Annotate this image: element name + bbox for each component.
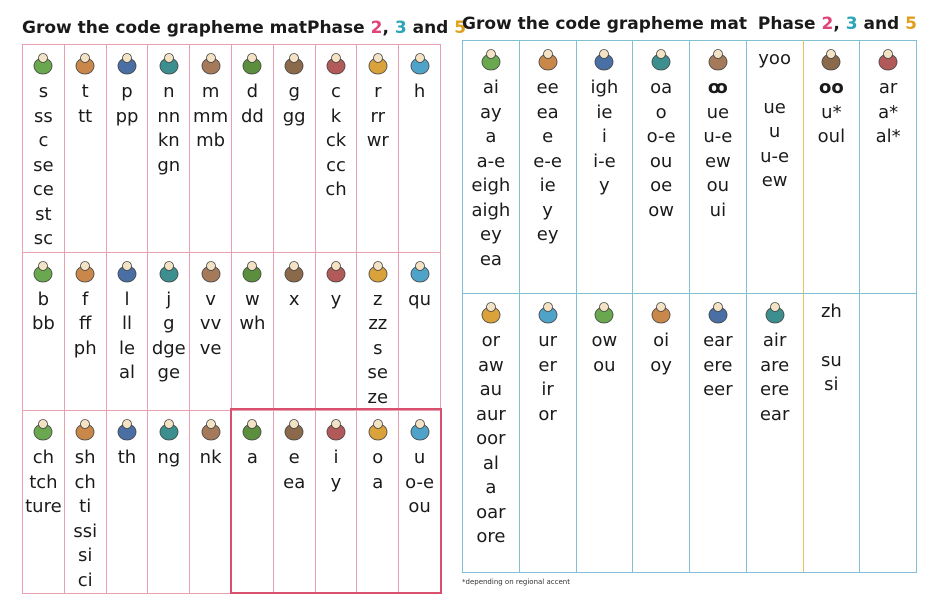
grapheme-cell — [633, 294, 690, 573]
grapheme-cell — [690, 41, 747, 294]
grapheme: i — [333, 447, 339, 468]
grapheme-cell — [860, 41, 917, 294]
grapheme-cell — [463, 41, 520, 294]
grapheme: ea — [283, 471, 306, 493]
grapheme: aur — [475, 403, 506, 425]
grapheme: ir — [541, 379, 554, 400]
lizard-icon — [323, 417, 349, 443]
grapheme: d — [246, 81, 259, 102]
zebra-icon — [365, 259, 391, 285]
moon-icon — [705, 47, 731, 73]
grapheme: a — [246, 447, 258, 468]
grapheme: kn — [157, 130, 180, 151]
grapheme: gn — [157, 154, 181, 176]
alien-ear-icon — [705, 300, 731, 326]
right-mat — [462, 14, 917, 573]
grapheme: ai — [482, 77, 499, 98]
grapheme: s — [373, 337, 383, 359]
grapheme: k — [330, 105, 342, 127]
grapheme-heading: zh — [820, 301, 842, 322]
grapheme-cell — [746, 41, 803, 294]
grapheme: ur — [538, 330, 558, 351]
right-phase-label: Phase 2, 3 and 5 — [757, 14, 917, 34]
grapheme: u — [413, 447, 426, 468]
grapheme-cell — [860, 294, 917, 573]
grapheme-cell — [690, 294, 747, 573]
unicorn-icon — [478, 300, 504, 326]
grapheme-cell — [106, 45, 148, 253]
grapheme: ere — [703, 354, 733, 376]
grapheme: st — [35, 203, 52, 225]
grapheme-cell — [519, 294, 576, 573]
grapheme-cell — [64, 411, 106, 594]
grapheme-cell — [803, 41, 860, 294]
grapheme: i — [601, 126, 607, 147]
grapheme: l — [124, 288, 130, 310]
grapheme: ck — [325, 130, 347, 151]
grapheme: h — [413, 81, 426, 102]
grapheme: e — [542, 126, 554, 147]
ring-icon — [156, 417, 182, 443]
balloon-icon — [762, 300, 788, 326]
grapheme: ay — [480, 101, 502, 123]
grapheme: ce — [32, 179, 54, 200]
umbrella-icon — [407, 417, 433, 443]
grapheme: a — [372, 471, 384, 493]
grapheme: u-e — [703, 126, 733, 147]
astronaut-icon — [239, 417, 265, 443]
snake-icon — [30, 51, 56, 77]
grapheme: ere — [760, 379, 790, 400]
grapheme: ue — [763, 96, 786, 118]
grapheme-cell — [315, 411, 357, 594]
grapheme: dge — [151, 337, 186, 359]
grapheme: su — [820, 349, 842, 371]
x-box-icon — [281, 259, 307, 285]
grapheme: mm — [193, 105, 229, 127]
grapheme: ear — [759, 403, 790, 425]
grapheme-cell — [190, 45, 232, 253]
grapheme: oa — [650, 77, 673, 98]
thumbs-up-icon — [114, 417, 140, 443]
left-grapheme-grid — [22, 44, 441, 594]
grapheme-cell — [23, 45, 65, 253]
grapheme: ea — [479, 248, 502, 270]
rainbow-icon — [365, 51, 391, 77]
grapheme: are — [760, 354, 790, 376]
grapheme: ar — [878, 77, 898, 98]
grapheme: air — [762, 330, 787, 351]
grapheme: b — [37, 288, 50, 310]
grapheme: ze — [367, 386, 389, 408]
grapheme: si — [78, 545, 93, 566]
grapheme-cell — [64, 45, 106, 253]
lollipop-icon — [114, 259, 140, 285]
grapheme-heading: yoo — [758, 48, 791, 69]
grapheme: zz — [368, 313, 388, 334]
grapheme-cell — [64, 252, 106, 411]
grapheme: bb — [31, 313, 55, 334]
grapheme: au — [479, 379, 503, 400]
grapheme: g — [288, 81, 300, 102]
grapheme-heading: ꝏ — [707, 77, 728, 98]
grapheme: y — [330, 288, 342, 310]
grapheme: ssi — [73, 520, 98, 542]
grapheme-cell — [357, 411, 399, 594]
grapheme: ou — [706, 175, 730, 196]
grapheme: u — [768, 121, 781, 142]
grapheme-cell — [803, 294, 860, 573]
grapheme-cell — [399, 45, 441, 253]
grapheme: a* — [878, 101, 899, 123]
grapheme: wh — [239, 313, 266, 334]
grapheme: w — [245, 288, 260, 310]
grapheme: n — [163, 81, 175, 102]
grapheme: ow — [648, 199, 674, 221]
left-phase-label: Phase 2, 3 and 5 — [307, 18, 467, 38]
grapheme: eer — [703, 379, 733, 400]
grapheme-cell — [273, 411, 315, 594]
grapheme: se — [367, 362, 388, 383]
grapheme: wr — [366, 130, 389, 151]
grapheme: r — [374, 81, 382, 102]
left-header — [22, 18, 467, 44]
grapheme: eigh — [471, 175, 511, 196]
grapheme: z — [373, 288, 383, 310]
jeep-icon — [535, 47, 561, 73]
shell-icon — [72, 417, 98, 443]
yoyo-icon — [323, 259, 349, 285]
grapheme-cell — [231, 411, 273, 594]
octopus-icon — [365, 417, 391, 443]
grapheme: ph — [73, 337, 97, 359]
grapheme-cell — [148, 45, 190, 253]
grapheme: ow — [591, 330, 618, 351]
grapheme: c — [331, 81, 341, 102]
grapheme: e-e — [533, 150, 562, 172]
goat-boat-icon — [648, 47, 674, 73]
mouse-icon — [198, 51, 224, 77]
grapheme: ci — [77, 569, 93, 591]
grapheme: oe — [650, 175, 673, 196]
net-icon — [156, 51, 182, 77]
grapheme: igh — [590, 77, 619, 98]
grapheme: s — [38, 81, 49, 102]
grapheme: al — [482, 452, 499, 474]
grapheme: oy — [650, 354, 672, 376]
night-star-icon — [875, 47, 901, 73]
grapheme: vv — [199, 313, 222, 334]
grapheme: ew — [704, 150, 731, 172]
grapheme: ey — [480, 224, 502, 245]
grapheme: a — [485, 126, 497, 147]
grapheme: m — [201, 81, 220, 102]
left-title: Grow the code grapheme mat — [22, 18, 307, 38]
grapheme-cell — [273, 252, 315, 411]
grapheme: ve — [199, 337, 222, 359]
grapheme: sc — [33, 228, 54, 249]
grapheme: al* — [875, 126, 901, 147]
helicopter-icon — [407, 51, 433, 77]
grapheme: ch — [74, 471, 96, 493]
grapheme-cell — [190, 411, 232, 594]
grapheme: y — [599, 175, 610, 196]
grapheme: y — [330, 471, 342, 493]
grapheme-cell — [399, 252, 441, 411]
waves-icon — [239, 259, 265, 285]
tiger-icon — [72, 51, 98, 77]
grapheme: le — [118, 337, 136, 359]
right-title: Grow the code grapheme mat — [462, 14, 747, 34]
grapheme: or — [481, 330, 501, 351]
grapheme: or — [538, 403, 557, 425]
grapheme: a — [485, 477, 497, 498]
grapheme: ou — [593, 354, 616, 376]
grapheme: ng — [157, 447, 181, 468]
cherries-icon — [30, 417, 56, 443]
grapheme: ore — [476, 526, 506, 547]
grapheme: oar — [476, 501, 506, 523]
grapheme-cell — [357, 45, 399, 253]
grapheme: tch — [29, 471, 58, 493]
grapheme: sh — [74, 447, 96, 468]
footnote: *depending on regional accent — [462, 578, 570, 586]
grapheme-cell — [231, 252, 273, 411]
grapheme: u-e — [760, 145, 790, 167]
skunk-icon — [198, 417, 224, 443]
queen-icon — [407, 259, 433, 285]
grapheme: i-e — [593, 150, 616, 172]
grapheme: f — [82, 288, 89, 310]
goat-icon — [281, 51, 307, 77]
grapheme-cell — [231, 45, 273, 253]
grapheme: ie — [596, 101, 613, 123]
grapheme: ew — [761, 170, 788, 191]
grapheme-cell — [357, 252, 399, 411]
grapheme: ee — [536, 77, 559, 98]
coins-tree-icon — [648, 300, 674, 326]
grapheme-cell — [633, 41, 690, 294]
grapheme: o-e — [646, 126, 676, 147]
grapheme-cell — [576, 294, 633, 573]
grapheme-cell — [463, 294, 520, 573]
grapheme: oul — [817, 126, 846, 147]
grapheme: aigh — [471, 199, 511, 221]
lighthouse-icon — [591, 47, 617, 73]
grapheme-cell — [519, 41, 576, 294]
grapheme: y — [542, 199, 553, 221]
grapheme: ear — [703, 330, 733, 351]
grapheme-cell — [315, 45, 357, 253]
grapheme: ui — [709, 199, 727, 221]
grapheme-cell — [746, 294, 803, 573]
left-mat — [22, 18, 467, 594]
grapheme: v — [205, 288, 216, 310]
right-header — [462, 14, 917, 40]
grapheme: qu — [408, 288, 431, 310]
grapheme: si — [824, 374, 839, 395]
grapheme-cell — [190, 252, 232, 411]
grapheme: ge — [157, 362, 181, 383]
grapheme: ou — [408, 496, 431, 517]
caterpillar-icon — [323, 51, 349, 77]
grapheme: e — [288, 447, 300, 468]
owl-icon — [591, 300, 617, 326]
grapheme: se — [33, 154, 54, 176]
volcano-icon — [198, 259, 224, 285]
grapheme-cell — [148, 252, 190, 411]
grapheme: c — [38, 130, 49, 151]
grapheme-cell — [273, 45, 315, 253]
right-grapheme-grid — [462, 40, 917, 573]
grapheme: oo — [819, 77, 844, 98]
elephant-icon — [281, 417, 307, 443]
grapheme: ea — [536, 101, 559, 123]
grapheme: x — [288, 288, 300, 310]
grapheme: a-e — [476, 150, 506, 172]
grapheme-cell — [106, 252, 148, 411]
grapheme: oi — [653, 330, 670, 351]
grapheme: ey — [536, 224, 559, 245]
grapheme: ou — [649, 150, 673, 172]
grapheme: g — [163, 313, 175, 334]
grapheme: ll — [121, 313, 132, 334]
duck-icon — [239, 51, 265, 77]
grapheme: al — [118, 362, 135, 383]
rain-tree-icon — [478, 47, 504, 73]
grapheme: ture — [25, 496, 62, 517]
grapheme-cell — [148, 411, 190, 594]
grapheme: t — [81, 81, 89, 102]
grapheme: er — [538, 354, 557, 376]
grapheme: th — [117, 447, 137, 468]
grapheme: nn — [157, 105, 181, 127]
grapheme-cell — [315, 252, 357, 411]
grapheme: ss — [34, 105, 53, 127]
grapheme: o-e — [405, 471, 435, 493]
grapheme: ff — [78, 313, 92, 334]
flamingo-icon — [72, 259, 98, 285]
grapheme-cell — [23, 411, 65, 594]
grapheme: mb — [196, 130, 226, 151]
lion-icon — [535, 300, 561, 326]
beaver-icon — [30, 259, 56, 285]
grapheme: ie — [539, 175, 556, 196]
grapheme: o — [655, 101, 667, 123]
grapheme: dd — [240, 105, 264, 127]
grapheme: nk — [199, 447, 222, 468]
grapheme: ue — [706, 101, 730, 123]
book-rest-icon — [818, 47, 844, 73]
grapheme: oor — [476, 428, 506, 449]
grapheme: p — [121, 81, 133, 102]
grapheme: cc — [326, 154, 346, 176]
grapheme: pp — [115, 105, 139, 127]
grapheme: ti — [79, 496, 92, 517]
grapheme: u* — [821, 101, 842, 123]
grapheme-cell — [399, 411, 441, 594]
grapheme: aw — [477, 354, 504, 376]
grapheme-cell — [576, 41, 633, 294]
j-letter-icon — [156, 259, 182, 285]
grapheme-cell — [106, 411, 148, 594]
grapheme: tt — [78, 105, 93, 127]
grapheme-cell — [23, 252, 65, 411]
penguin-icon — [114, 51, 140, 77]
grapheme: ch — [32, 447, 55, 468]
grapheme: ch — [325, 179, 347, 200]
grapheme: rr — [370, 105, 386, 127]
grapheme: gg — [282, 105, 306, 127]
grapheme: j — [166, 288, 172, 310]
grapheme: o — [372, 447, 384, 468]
